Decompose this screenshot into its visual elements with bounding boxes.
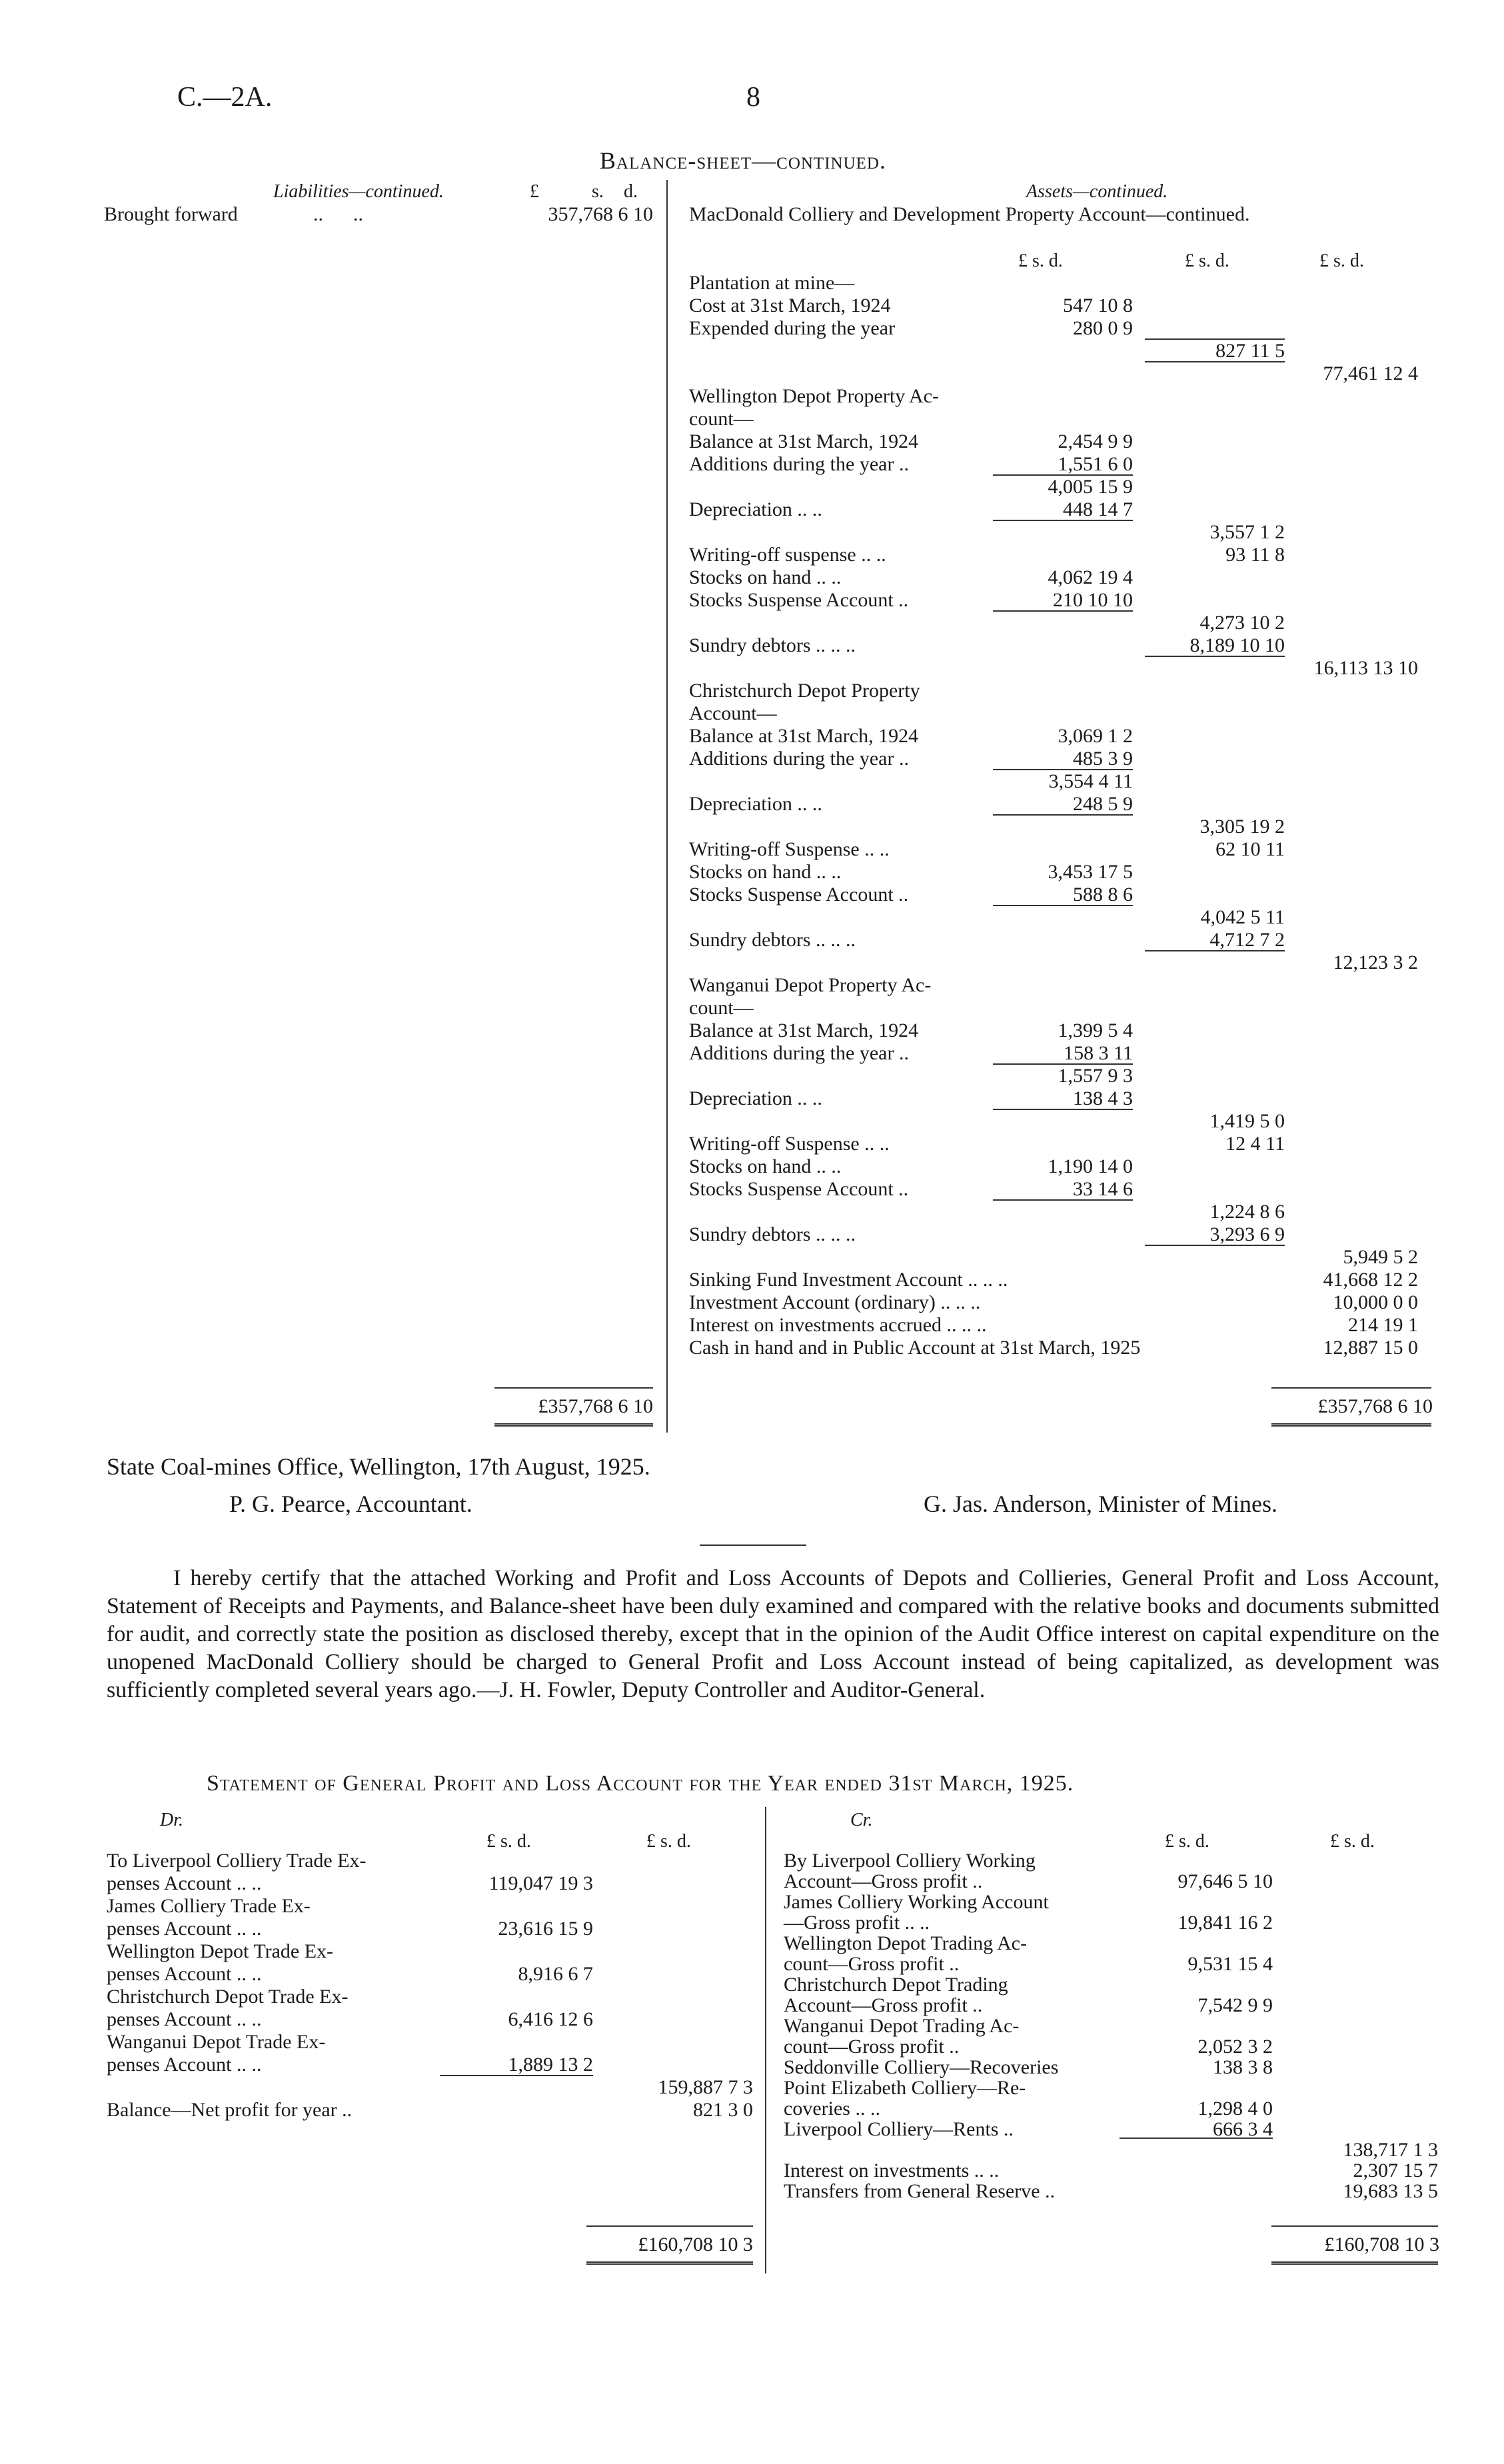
line-label: Wellington Depot Property Ac- [689,385,940,407]
line-label: By Liverpool Colliery Working [784,1850,1036,1872]
line-amount-1: 1,190 14 0 [1048,1155,1133,1177]
line-amount-1: 6,416 12 6 [508,2008,593,2030]
line-amount-1: 485 3 9 [1073,748,1133,770]
line-amount-3: 16,113 13 10 [1313,657,1418,679]
asset-line [0,476,1504,498]
line-label: Stocks Suspense Account .. [689,1178,909,1200]
dr-col-header-2: £ s. d. [646,1831,691,1852]
asset-line [0,838,1504,861]
line-label: Stocks Suspense Account .. [689,884,909,906]
asset-line [0,816,1504,838]
line-amount-1: 1,557 9 3 [1058,1065,1133,1087]
line-label: penses Account .. .. [107,2054,262,2076]
line-amount-1: 3,554 4 11 [1048,770,1133,792]
line-label: Stocks on hand .. .. [689,1155,842,1177]
asset-line [0,997,1504,1019]
cr-line [0,1994,1504,2015]
line-label: Depreciation .. .. [689,793,822,815]
cr-heading: Cr. [850,1810,873,1830]
audit-certificate: I hereby certify that the attached Working and Profit and Loss Accounts of Depots and Collieries, General Profit and Loss Account, Statement of Receipts and Payments, and Balance-sheet have been duly examined and compared with the relative books and documents submitted for audit, and correctly state the position as disclosed thereby, except that in the opinion of the Audit Office interest on capital expenditure on the unopened MacDonald Colliery should be charged to General Profit and Loss Account instead of being capitalized, as development was sufficiently completed several years ago.—J. H. Fowler, Deputy Controller and Auditor-General. [107,1566,1439,1702]
assets-col-header-1: £ s. d. [1018,251,1063,271]
line-label: Sundry debtors .. .. .. [689,634,856,656]
line-amount-1: 1,889 13 2 [508,2054,593,2076]
line-amount-2: 4,273 10 2 [1199,612,1285,634]
cr-line [0,2056,1504,2077]
asset-line [0,1291,1504,1314]
brought-forward-dots: .. .. [313,203,363,225]
line-amount-2: 1,419 5 0 [1209,1110,1285,1132]
dr-heading: Dr. [160,1810,184,1830]
cr-line [0,1850,1504,1870]
line-amount-1: 2,052 3 2 [1197,2036,1273,2058]
line-label: Stocks Suspense Account .. [689,589,909,611]
line-label: Seddonville Colliery—Recoveries [784,2056,1059,2078]
brought-forward-value: 357,768 6 10 [548,203,653,225]
line-amount-2: 4,712 7 2 [1209,929,1285,951]
asset-line [0,1201,1504,1223]
line-label: —Gross profit .. .. [784,1912,930,1934]
line-amount-1: 7,542 9 9 [1197,1994,1273,2016]
office-line: State Coal-mines Office, Wellington, 17th August, 1925. [107,1453,650,1480]
asset-line [0,770,1504,793]
subtotal-rule [1145,361,1285,362]
asset-line [0,906,1504,929]
subtotal-rule [1145,656,1285,657]
line-amount-1: 588 8 6 [1073,884,1133,906]
asset-line [0,634,1504,657]
line-label: To Liverpool Colliery Trade Ex- [107,1850,367,1872]
assets-col-header-3: £ s. d. [1319,251,1364,271]
dr-total-rule [586,2225,753,2227]
line-amount-2: 3,305 19 2 [1199,816,1285,838]
cr-line [0,2159,1504,2180]
line-amount-1: 119,047 19 3 [488,1872,593,1894]
line-label: count—Gross profit .. [784,2036,960,2058]
line-amount-3: 5,949 5 2 [1343,1246,1418,1268]
cr-line [0,2180,1504,2201]
asset-line [0,1223,1504,1246]
assets-heading: Assets—continued. [1026,181,1168,202]
asset-line [0,1110,1504,1133]
line-label: Balance at 31st March, 1924 [689,1019,919,1041]
liabilities-total-rule [494,1387,653,1389]
line-label: count— [689,997,754,1019]
asset-line [0,566,1504,589]
asset-line [0,589,1504,612]
cr-line [0,1953,1504,1974]
line-label: Writing-off suspense .. .. [689,544,886,566]
asset-line [0,884,1504,906]
asset-line [0,1246,1504,1269]
line-amount-1: 138 3 8 [1213,2056,1273,2078]
subtotal-rule [993,610,1133,612]
asset-line [0,680,1504,702]
asset-line [0,430,1504,453]
line-amount-1: 448 14 7 [1063,498,1133,520]
page-ref: C.—2A. [177,82,273,113]
line-amount-3: 12,887 15 0 [1323,1337,1418,1359]
cr-line [0,2118,1504,2139]
asset-line [0,453,1504,476]
line-amount-1: 3,069 1 2 [1058,725,1133,747]
line-label: Christchurch Depot Property [689,680,920,702]
line-label: Account—Gross profit .. [784,1994,983,2016]
line-amount-1: 280 0 9 [1073,317,1133,339]
line-label: Interest on investments .. .. [784,2159,1000,2181]
cr-line [0,2077,1504,2098]
line-amount-3: 12,123 3 2 [1333,951,1418,973]
asset-line [0,1019,1504,1042]
brought-forward-label: Brought forward [104,203,238,225]
cr-line [0,2015,1504,2036]
line-amount-2: 1,224 8 6 [1209,1201,1285,1223]
line-amount-1: 19,841 16 2 [1177,1912,1273,1934]
line-label: penses Account .. .. [107,1918,262,1940]
line-label: count— [689,408,754,430]
asset-line [0,1314,1504,1337]
asset-line [0,521,1504,544]
line-amount-2: 8,189 10 10 [1189,634,1285,656]
liabilities-heading: Liabilities—continued. [273,181,444,202]
line-amount-1: 9,531 15 4 [1187,1953,1273,1975]
line-amount-1: 138 4 3 [1073,1087,1133,1109]
cr-total: £160,708 10 3 [1324,2233,1439,2255]
line-label: Wellington Depot Trade Ex- [107,1940,334,1962]
assets-subheading: MacDonald Colliery and Development Property Account—continued. [689,203,1250,225]
line-label: Cost at 31st March, 1924 [689,295,891,316]
line-label: Depreciation .. .. [689,1087,822,1109]
line-label: Sundry debtors .. .. .. [689,929,856,951]
line-label: Interest on investments accrued .. .. .. [689,1314,987,1336]
line-label: Wellington Depot Trading Ac- [784,1932,1028,1954]
line-amount-1: 666 3 4 [1213,2118,1273,2140]
asset-line [0,1269,1504,1291]
line-label: Liverpool Colliery—Rents .. [784,2118,1014,2140]
accountant-signature: P. G. Pearce, Accountant. [229,1491,472,1517]
line-label: coveries .. .. [784,2098,880,2120]
line-amount-2: 3,293 6 9 [1209,1223,1285,1245]
asset-line [0,861,1504,884]
cr-total-double-rule [1271,2261,1438,2265]
liabilities-total-double-rule [494,1423,653,1427]
cr-line [0,2098,1504,2118]
cr-line [0,1912,1504,1932]
line-amount-1: 1,399 5 4 [1058,1019,1133,1041]
line-amount-1: 23,616 15 9 [498,1918,593,1940]
line-label: count—Gross profit .. [784,1953,960,1975]
line-label: James Colliery Working Account [784,1891,1049,1913]
line-label: Plantation at mine— [689,272,855,294]
balance-sheet-title: Balance-sheet—continued. [600,147,886,174]
line-label: Additions during the year .. [689,748,909,770]
line-label: Writing-off Suspense .. .. [689,838,890,860]
line-label: Depreciation .. .. [689,498,822,520]
asset-line [0,748,1504,770]
subtotal-rule [993,1063,1133,1065]
line-amount-1: 4,062 19 4 [1048,566,1133,588]
asset-line [0,725,1504,748]
cr-total-rule [1271,2225,1438,2227]
line-amount-2: 19,683 13 5 [1343,2180,1438,2202]
asset-line [0,657,1504,680]
subtotal-rule [993,520,1133,521]
cr-line [0,1870,1504,1891]
subtotal-rule [993,474,1133,476]
line-amount-2: 4,042 5 11 [1200,906,1285,928]
line-amount-3: 10,000 0 0 [1333,1291,1418,1313]
assets-total-rule [1271,1387,1431,1389]
asset-line [0,1178,1504,1201]
line-label: Account— [689,702,777,724]
line-label: Investment Account (ordinary) .. .. .. [689,1291,981,1313]
line-label: Balance—Net profit for year .. [107,2099,353,2121]
line-amount-1: 33 14 6 [1073,1178,1133,1200]
line-amount-1: 547 10 8 [1063,295,1133,316]
line-label: James Colliery Trade Ex- [107,1895,311,1917]
line-label: penses Account .. .. [107,1963,262,1985]
assets-total-double-rule [1271,1423,1431,1427]
liabilities-col-header-pounds: £ [530,181,539,202]
line-amount-3: 41,668 12 2 [1323,1269,1418,1291]
line-amount-2: 2,307 15 7 [1353,2159,1438,2181]
line-amount-2: 93 11 8 [1225,544,1285,566]
cr-line [0,2139,1504,2159]
line-amount-1: 1,298 4 0 [1197,2098,1273,2120]
line-label: Stocks on hand .. .. [689,861,842,883]
line-label: Expended during the year [689,317,896,339]
line-label: Sinking Fund Investment Account .. .. .. [689,1269,1008,1291]
asset-line [0,793,1504,816]
line-label: Sundry debtors .. .. .. [689,1223,856,1245]
line-label: Cash in hand and in Public Account at 31st March, 1925 [689,1337,1141,1359]
line-label: Additions during the year .. [689,453,909,475]
subtotal-rule [993,905,1133,906]
line-label: Point Elizabeth Colliery—Re- [784,2077,1026,2099]
asset-line [0,317,1504,340]
line-label: Account—Gross profit .. [784,1870,983,1892]
line-label: penses Account .. .. [107,1872,262,1894]
cr-col-header-2: £ s. d. [1330,1831,1375,1852]
line-label: Wanganui Depot Trading Ac- [784,2015,1020,2037]
subtotal-rule [1120,2138,1273,2139]
line-amount-1: 1,551 6 0 [1058,453,1133,475]
line-label: Transfers from General Reserve .. [784,2180,1056,2202]
asset-line [0,1337,1504,1359]
line-label: Balance at 31st March, 1924 [689,430,919,452]
asset-line [0,408,1504,430]
line-label: penses Account .. .. [107,2008,262,2030]
line-amount-1: 2,454 9 9 [1058,430,1133,452]
line-amount-1: 97,646 5 10 [1177,1870,1273,1892]
line-amount-1: 4,005 15 9 [1048,476,1133,498]
subtotal-rule [993,1199,1133,1201]
line-amount-3: 77,461 12 4 [1323,362,1418,384]
line-label: Wanganui Depot Trade Ex- [107,2031,326,2053]
liabilities-total: £357,768 6 10 [538,1395,653,1417]
line-amount-1: 3,453 17 5 [1048,861,1133,883]
subtotal-rule [993,1109,1133,1110]
line-label: Balance at 31st March, 1924 [689,725,919,747]
line-amount-2: 12 4 11 [1225,1133,1285,1155]
liabilities-col-header-pence: d. [624,181,638,202]
line-amount-2: 821 3 0 [693,2099,753,2121]
asset-line [0,272,1504,295]
line-label: Stocks on hand .. .. [689,566,842,588]
assets-col-header-2: £ s. d. [1185,251,1229,271]
liabilities-col-header-shillings: s. [592,181,604,202]
subtotal-rule [993,769,1133,770]
asset-line [0,340,1504,362]
asset-line [0,1087,1504,1110]
line-amount-2: 827 11 5 [1215,340,1285,362]
asset-line [0,929,1504,951]
line-amount-1: 158 3 11 [1064,1042,1133,1064]
line-amount-2: 159,887 7 3 [658,2076,753,2098]
asset-line [0,544,1504,566]
asset-line [0,951,1504,974]
dr-col-header-1: £ s. d. [486,1831,531,1852]
asset-line [0,385,1504,408]
line-amount-2: 62 10 11 [1215,838,1285,860]
line-label: Writing-off Suspense .. .. [689,1133,890,1155]
dr-total-double-rule [586,2261,753,2265]
line-amount-1: 248 5 9 [1073,793,1133,815]
line-label: Christchurch Depot Trade Ex- [107,1986,349,2008]
subtotal-rule [1145,338,1285,340]
minister-signature: G. Jas. Anderson, Minister of Mines. [924,1491,1277,1517]
asset-line [0,1155,1504,1178]
line-amount-2: 138,717 1 3 [1343,2139,1438,2161]
asset-line [0,295,1504,317]
cr-line [0,1974,1504,1994]
asset-line [0,612,1504,634]
cr-col-header-1: £ s. d. [1165,1831,1209,1852]
asset-line [0,702,1504,725]
asset-line [0,498,1504,521]
line-label: Additions during the year .. [689,1042,909,1064]
line-amount-1: 8,916 6 7 [518,1963,593,1985]
line-amount-3: 214 19 1 [1348,1314,1418,1336]
cr-line [0,2036,1504,2056]
section-separator [700,1544,806,1546]
line-amount-1: 210 10 10 [1053,589,1133,611]
assets-total: £357,768 6 10 [1317,1395,1433,1417]
line-amount-2: 3,557 1 2 [1209,521,1285,543]
subtotal-rule [1145,1245,1285,1246]
line-label: Christchurch Depot Trading [784,1974,1008,1996]
statement-title: Statement of General Profit and Loss Account for the Year ended 31st March, 1925. [207,1771,1074,1796]
cr-line [0,1891,1504,1912]
asset-line [0,362,1504,385]
subtotal-rule [1145,950,1285,951]
page-number: 8 [746,82,760,113]
asset-line [0,1133,1504,1155]
line-label: Wanganui Depot Property Ac- [689,974,932,996]
asset-line [0,1065,1504,1087]
asset-line [0,974,1504,997]
cr-line [0,1932,1504,1953]
subtotal-rule [993,814,1133,816]
dr-total: £160,708 10 3 [638,2233,753,2255]
asset-line [0,1042,1504,1065]
